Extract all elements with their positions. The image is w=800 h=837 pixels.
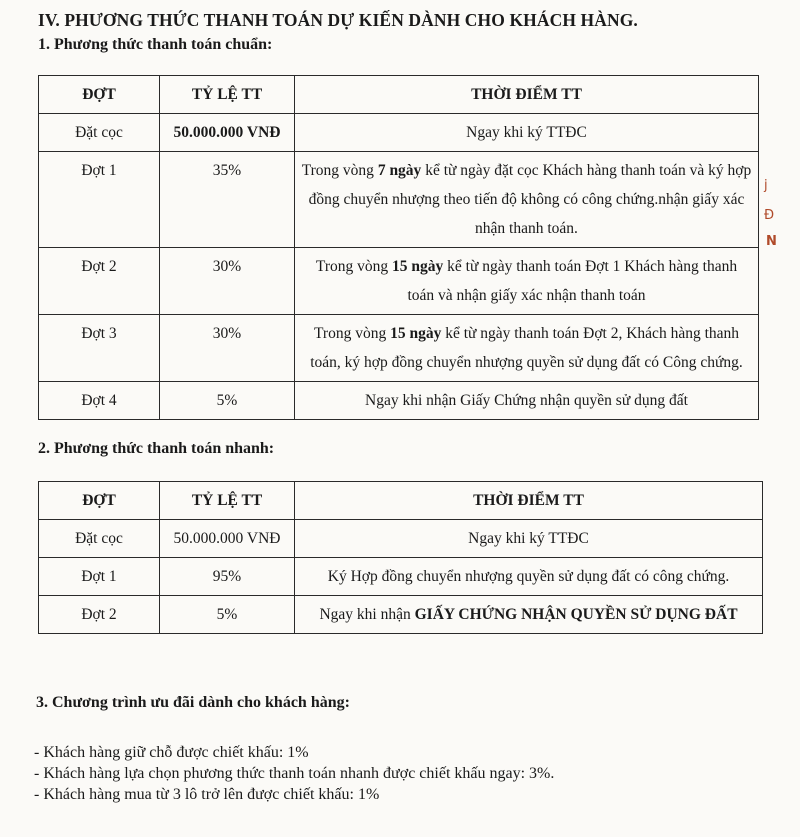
section-title: IV. PHƯƠNG THỨC THANH TOÁN DỰ KIẾN DÀNH CHO KHÁCH HÀNG. xyxy=(38,10,638,30)
margin-mark: N xyxy=(766,234,777,249)
cell-time xyxy=(295,596,763,634)
cell-time xyxy=(295,248,759,315)
promotion-item: - Khách hàng lựa chọn phương thức thanh toán nhanh được chiết khấu ngay: 3%. xyxy=(34,765,555,782)
fast-payment-table xyxy=(38,481,763,634)
cell-dot: Đợt 1 xyxy=(39,558,160,596)
table-row xyxy=(39,315,759,382)
fast-payment-heading: 2. Phương thức thanh toán nhanh: xyxy=(38,440,275,457)
margin-mark: Đ xyxy=(764,208,775,223)
cell-dot: Đợt 3 xyxy=(39,315,160,382)
table-row xyxy=(39,114,759,152)
time-highlight: 15 ngày xyxy=(392,258,444,275)
column-header-rate: TỶ LỆ TT xyxy=(160,482,295,520)
time-text: Ngay khi ký TTĐC xyxy=(468,530,589,547)
cell-rate: 30% xyxy=(160,315,295,382)
promotions-heading: 3. Chương trình ưu đãi dành cho khách hàng: xyxy=(36,694,350,711)
cell-rate: 50.000.000 VNĐ xyxy=(160,520,295,558)
time-text: Trong vòng xyxy=(313,325,391,342)
cell-dot: Đặt cọc xyxy=(39,114,160,152)
cell-rate: 95% xyxy=(160,558,295,596)
time-text: Ngay khi nhận Giấy Chứng nhận quyền sử dụng đất xyxy=(365,392,688,409)
cell-dot: Đợt 1 xyxy=(39,152,160,248)
time-text: kể từ ngày đặt cọc Khách hàng thanh toán và ký hợp đồng chuyển nhượng theo tiến độ không có công chứng.nhận giấy xác nhận thanh toán. xyxy=(308,162,752,237)
cell-dot: Đặt cọc xyxy=(39,520,160,558)
time-highlight: 7 ngày xyxy=(377,162,422,179)
table-row xyxy=(39,520,763,558)
column-header-dot: ĐỢT xyxy=(39,482,160,520)
column-header-rate: TỶ LỆ TT xyxy=(160,76,295,114)
time-text: Ngay khi ký TTĐC xyxy=(466,124,587,141)
margin-mark: j xyxy=(764,178,768,193)
cell-rate: 50.000.000 VNĐ xyxy=(160,114,295,152)
promotion-item: - Khách hàng mua từ 3 lô trở lên được chiết khấu: 1% xyxy=(34,786,380,803)
cell-time xyxy=(295,315,759,382)
column-header-time: THỜI ĐIỂM TT xyxy=(295,76,759,114)
time-text: Trong vòng xyxy=(315,258,393,275)
cell-dot: Đợt 2 xyxy=(39,248,160,315)
cell-time xyxy=(295,382,759,420)
time-text: kể từ ngày thanh toán Đợt 1 Khách hàng thanh toán và nhận giấy xác nhận thanh toán xyxy=(407,258,738,304)
cell-time xyxy=(295,114,759,152)
standard-payment-table xyxy=(38,75,759,420)
cell-rate: 5% xyxy=(160,382,295,420)
cell-rate: 5% xyxy=(160,596,295,634)
table-row xyxy=(39,382,759,420)
time-highlight: GIẤY CHỨNG NHẬN QUYỀN SỬ DỤNG ĐẤT xyxy=(414,606,738,623)
table-header-row xyxy=(39,482,763,520)
time-text: Ký Hợp đồng chuyển nhượng quyền sử dụng đất có công chứng. xyxy=(327,568,730,585)
table-row xyxy=(39,248,759,315)
cell-time xyxy=(295,558,763,596)
time-highlight: 15 ngày xyxy=(390,325,442,342)
column-header-time: THỜI ĐIỂM TT xyxy=(295,482,763,520)
table-header-row xyxy=(39,76,759,114)
cell-dot: Đợt 4 xyxy=(39,382,160,420)
table-row xyxy=(39,596,763,634)
cell-rate: 30% xyxy=(160,248,295,315)
cell-rate: 35% xyxy=(160,152,295,248)
time-text: kể từ ngày thanh toán Đợt 2, Khách hàng thanh toán, ký hợp đồng chuyển nhượng quyền sử dụng đất có Công chứng. xyxy=(310,325,743,371)
cell-time xyxy=(295,152,759,248)
standard-payment-heading: 1. Phương thức thanh toán chuẩn: xyxy=(38,36,273,53)
table-row xyxy=(39,558,763,596)
cell-dot: Đợt 2 xyxy=(39,596,160,634)
column-header-dot: ĐỢT xyxy=(39,76,160,114)
time-text: Trong vòng xyxy=(301,162,378,179)
time-text: Ngay khi nhận xyxy=(319,606,415,623)
table-row xyxy=(39,152,759,248)
cell-time xyxy=(295,520,763,558)
promotion-item: - Khách hàng giữ chỗ được chiết khấu: 1% xyxy=(34,744,309,761)
